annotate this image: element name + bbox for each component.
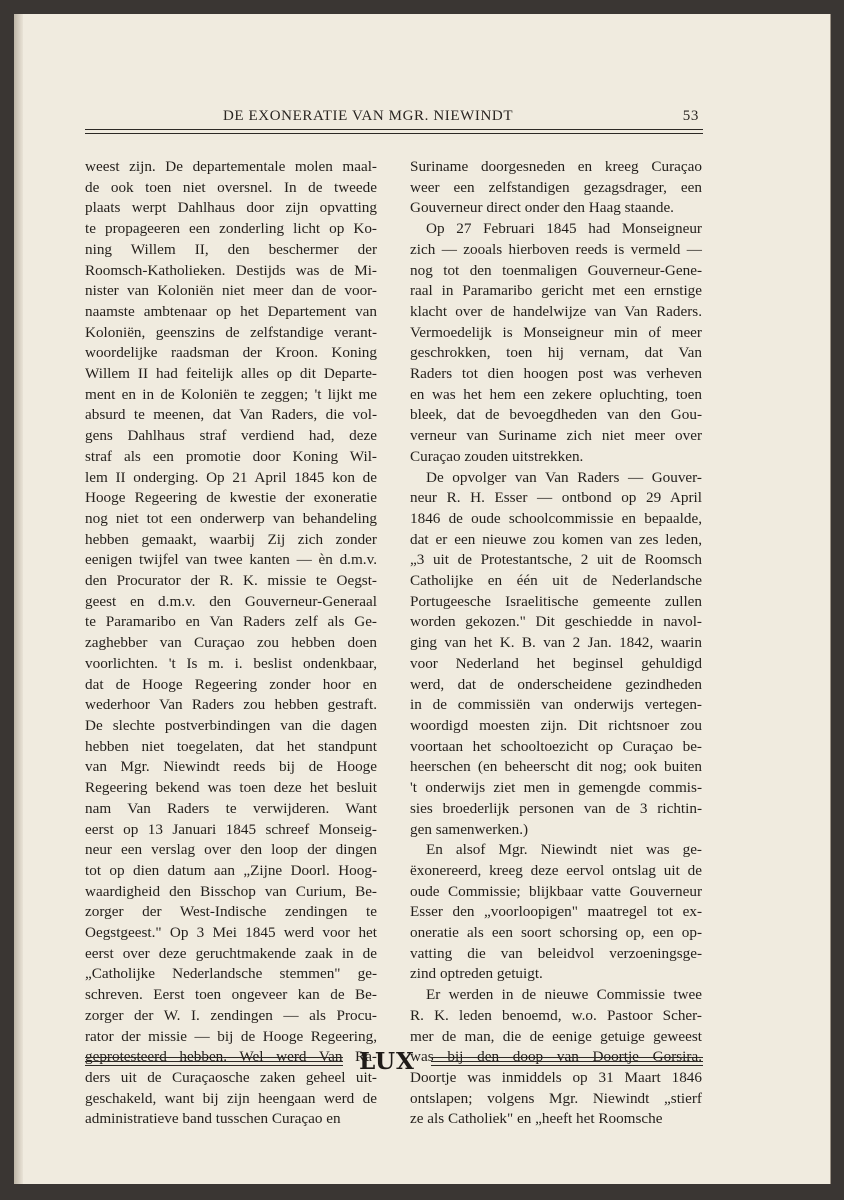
text-line: geprotesteerd hebben. Wel werd Van Ra-: [85, 1048, 377, 1066]
left-column: [85, 157, 377, 1130]
text-line: 1846 de oude schoolcommissie en bepaalde,: [410, 509, 702, 527]
text-line: wederhoor Van Raders zou hebben gestraft.: [85, 696, 377, 714]
text-line: ontslapen; volgens Mgr. Niewindt „stierf: [410, 1089, 702, 1107]
text-line: plaats werpt Dahlhaus door zijn opvatting: [85, 199, 377, 217]
text-line: bleek, dat de bevoegdheden van den Gou-: [410, 406, 702, 424]
text-line: De slechte postverbindingen van die dagen: [85, 716, 377, 734]
text-line: schreven. Eerst toen ongeveer kan de Be-: [85, 986, 377, 1004]
text-line: oude Commissie; blijkbaar vatte Gouverneur: [410, 882, 702, 900]
text-line: Gouverneur direct onder den Haag staande.: [410, 199, 674, 217]
text-line: Suriname doorgesneden en kreeg Curaçao: [410, 158, 702, 175]
text-line: zaghebber van Curaçao zou hebben doen: [85, 634, 377, 652]
text-line: te Paramaribo en Van Raders zelf als Ge-: [85, 613, 377, 631]
text-line: verneur van Suriname zich niet meer over: [410, 427, 702, 445]
text-line: geschrokken, toen hij vernam, dat Van: [410, 344, 702, 362]
text-line: Koloniën, geenszins de zelfstandige verant-: [85, 323, 377, 341]
text-line: Oegstgeest." Op 3 Mei 1845 werd voor het: [85, 924, 377, 942]
text-line: tot op dien datum aan „Zijne Doorl. Hoog-: [85, 861, 377, 879]
text-line: klacht over de handelwijze van Van Raders.: [410, 302, 702, 320]
text-line: den Procurator der R. K. missie te Oegst-: [85, 572, 377, 590]
right-column: [410, 157, 702, 1130]
text-line: Raders tot dien hoogen post was verheven: [410, 365, 702, 383]
footer-rule-right: [431, 1057, 703, 1058]
text-line: geest en d.m.v. den Gouverneur-Generaal: [85, 592, 377, 610]
text-line: Hooge Regeering de kwestie der exoneratie: [85, 489, 377, 507]
text-line: woordelijke raadsman der Kroon. Koning: [85, 344, 377, 362]
text-line: En alsof Mgr. Niewindt niet was ge-: [426, 841, 702, 859]
text-line: absurd te meenen, dat Van Raders, die vol-: [85, 406, 377, 424]
text-line: nister van Koloniën niet meer dan de voor-: [85, 282, 377, 300]
text-line: De opvolger van Van Raders — Gouver-: [426, 468, 702, 486]
text-line: Willem II had feitelijk alles op dit Departe-: [85, 365, 377, 383]
footer-rule-right: [431, 1061, 703, 1062]
footer: [85, 1048, 703, 1076]
text-line: Catholijke en één uit de Nederlandsche: [410, 572, 702, 590]
text-line: dat de Hooge Regeering zonder hoor en: [85, 675, 377, 693]
text-line: Vermoedelijk is Monseigneur min of meer: [410, 323, 702, 341]
text-line: Portugeesche Israelitische gemeente zullen: [410, 592, 702, 610]
lux-logo: LUX: [359, 1048, 415, 1075]
text-line: eerst over deze geruchtmakende zaak in de: [85, 944, 377, 962]
text-line: dat er een nieuwe zou komen van zes leden,: [410, 530, 702, 548]
text-line: hebben niet toegelaten, dat het standpunt: [85, 737, 377, 755]
text-line: Doortje was inmiddels op 31 Maart 1846: [410, 1068, 702, 1086]
text-line: ging van het K. B. van 2 Jan. 1842, waarin: [410, 634, 702, 652]
text-line: nog tot den toenmaligen Gouverneur-Gene-: [410, 261, 702, 279]
text-line: geschakeld, want bij zijn heengaan werd de: [85, 1089, 377, 1107]
text-line: was bij den doop van Doortje Gorsira.: [410, 1048, 702, 1066]
running-title: DE EXONERATIE VAN MGR. NIEWINDT: [223, 108, 514, 124]
text-line: voortaan het schooltoezicht op Curaçao be-: [410, 737, 702, 755]
text-line: gens Dahlhaus straf verdiend had, deze: [85, 427, 377, 445]
text-line: ze als Catholiek" en „heeft het Roomsche: [410, 1110, 663, 1128]
header-rule-thin: [85, 133, 703, 134]
text-line: „Catholijke Nederlandsche stemmen" ge-: [85, 965, 377, 983]
text-line: weest zijn. De departementale molen maal-: [85, 158, 377, 175]
running-header: [85, 106, 703, 130]
text-line: worden gekozen." Dit geschiedde in navol-: [410, 613, 702, 631]
text-line: ëxonereerd, kreeg deze eervol ontslag uit de: [410, 861, 702, 879]
text-line: rator der missie — bij de Hooge Regeering,: [85, 1027, 377, 1045]
text-line: vatting die van beleidvol verzoeningsge-: [410, 944, 702, 962]
text-line: „3 uit de Protestantsche, 2 uit de Roomsch: [410, 551, 702, 569]
text-line: Curaçao zouden uitstrekken.: [410, 447, 584, 465]
text-line: administratieve band tusschen Curaçao en: [85, 1110, 341, 1128]
text-line: zich — zooals hierboven reeds is vermeld —: [410, 240, 702, 258]
text-line: ning Willem II, den beschermer der: [85, 240, 377, 258]
text-line: Roomsch-Katholieken. Destijds was de Mi-: [85, 261, 377, 279]
text-line: raal in Paramaribo gericht met een ernstige: [410, 282, 702, 300]
text-line: te propageeren een zonderling licht op Ko-: [85, 220, 377, 238]
text-line: eerst op 13 Januari 1845 schreef Monseig-: [85, 820, 377, 838]
text-line: nam Van Raders te verwijderen. Want: [85, 799, 377, 817]
footer-rule-right: [431, 1065, 703, 1066]
header-rule: [85, 129, 703, 130]
text-line: nog niet tot een onderwerp van behandeling: [85, 509, 377, 527]
text-line: zind optreden getuigt.: [410, 965, 543, 983]
text-line: mer de man, die de eenige getuige geweest: [410, 1027, 702, 1045]
text-line: lem II onderging. Op 21 April 1845 kon de: [85, 468, 377, 486]
text-line: de ook toen niet oversnel. In de tweede: [85, 178, 377, 196]
text-line: in de commissiën van onderwijs vertegen-: [410, 696, 702, 714]
text-line: Regeering bekend was toen deze het besluit: [85, 779, 377, 797]
text-line: ment en in de Koloniën te zeggen; 't lijkt me: [85, 385, 377, 403]
page-number: 53: [682, 108, 699, 124]
text-line: woordigd moesten zijn. Dit richtsnoer zou: [410, 716, 702, 734]
text-line: oneratie als een soort schorsing op, een op-: [410, 924, 702, 942]
text-line: heerschen (en beheerscht dit nog; ook buiten: [410, 758, 702, 776]
text-line: van Mgr. Niewindt reeds bij de Hooge: [85, 758, 377, 776]
text-line: zorger der West-Indische zendingen te: [85, 903, 377, 921]
text-line: hebben gemaakt, waarbij Zij zich zonder: [85, 530, 377, 548]
text-line: waardigheid den Bisschop van Curium, Be-: [85, 882, 377, 900]
text-line: naamste ambtenaar op het Departement van: [85, 302, 377, 320]
text-line: voor Nederland het beginsel gehuldigd: [410, 654, 702, 672]
footer-rule-left: [85, 1061, 343, 1062]
text-line: 't onderwijs ziet men in gemengde commis-: [410, 779, 702, 797]
text-line: gen samenwerken.): [410, 820, 529, 838]
text-line: voorlichten. 't Is m. i. beslist ondenkbaar,: [85, 654, 377, 672]
text-line: neur een verslag over den loop der dingen: [85, 841, 377, 859]
text-line: sies broederlijk personen van de 3 richtin-: [410, 799, 702, 817]
text-line: Er werden in de nieuwe Commissie twee: [426, 986, 702, 1004]
text-line: straf als een promotie door Koning Wil-: [85, 447, 377, 465]
text-line: Esser den „voorloopigen" maatregel tot ex-: [410, 903, 702, 921]
text-line: neur R. H. Esser — ontbond op 29 April: [410, 489, 702, 507]
text-line: weer een zelfstandigen gezagsdrager, een: [410, 178, 702, 196]
text-line: eenigen twijfel van twee kanten — èn d.m.v.: [85, 551, 377, 569]
text-line: R. K. leden benoemd, w.o. Pastoor Scher-: [410, 1006, 702, 1024]
footer-rule-left: [85, 1057, 343, 1058]
text-line: werd, dat de onderscheidene gezindheden: [410, 675, 702, 693]
text-line: Op 27 Februari 1845 had Monseigneur: [426, 220, 702, 238]
footer-rule-left: [85, 1065, 343, 1066]
text-line: en was het hem een zekere opluchting, toen: [410, 385, 702, 403]
page-gutter: [14, 14, 23, 1184]
text-line: zorger der W. I. zendingen — als Procu-: [85, 1006, 377, 1024]
text-line: ders uit de Curaçaosche zaken geheel uit-: [85, 1068, 377, 1086]
